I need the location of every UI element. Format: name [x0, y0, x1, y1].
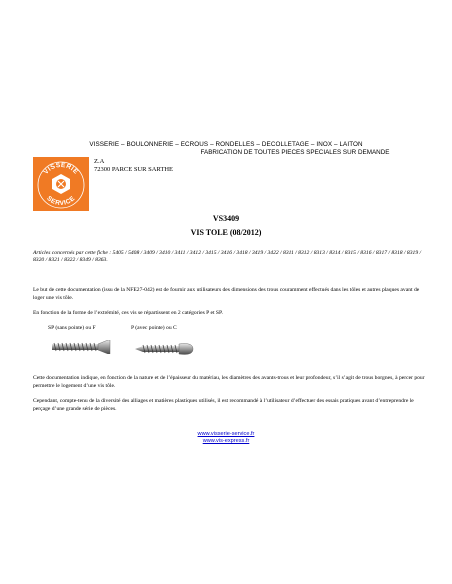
- paragraph-documentation: Cette documentation indique, en fonction de la nature et de l’épaisseur du matériau, les diamètres des avants-trous et leur profondeur, s’il s’agit de trous borgnes, à percer pour permettre le logement d’une vis tôle.: [33, 375, 425, 389]
- paragraph-recommendation: Cependant, compte-tenu de la diversité des alliages et matières plastiques utilisés, il est recommandé à l’utilisateur d’effectuer des essais pratiques avant d’entreprendre le perçage d’une grande série de pièces.: [33, 398, 414, 412]
- link-visserie-service[interactable]: www.visserie-service.fr: [197, 431, 255, 437]
- document-reference: VS3409: [212, 214, 240, 223]
- document-title: VIS TOLE (08/2012): [190, 228, 262, 237]
- header-line-1: VISSERIE – BOULONNERIE – ECROUS – RONDELLES – DECOLLETAGE – INOX – LAITON: [89, 141, 363, 148]
- address-line-2: 72300 PARCE SUR SARTHE: [94, 166, 174, 173]
- screw-sp-image: [50, 340, 112, 359]
- articles-list: Articles concernés par cette fiche : 5405 / 5408 / 3409 / 3410 / 3411 / 3412 / 3415 / 3416 / 3418 / 3419 / 3422 / 8311 / 8312 / 8313 / 8314 / 8315 / 8316 / 8317 / 8318 / 8319 / 8320 / 8321 / 8322 / 8349 / 8363.: [33, 250, 422, 263]
- svg-text:VISSERIE: [43, 162, 80, 176]
- paragraph-purpose: Le but de cette documentation (issu de la NFE27-042) est de fournir aux utilisateurs des dimensions des trous couramment effectués dans les tôles et autres plaques avant de loger une vis tôle.: [33, 287, 420, 301]
- label-p-category: P (avec pointe) ou C: [131, 325, 177, 331]
- company-address: [94, 158, 173, 174]
- logo-text-top: VISSERIE: [42, 161, 80, 176]
- label-sp-category: SP (sans pointe) ou F: [48, 325, 96, 331]
- header-line-2: FABRICATION DE TOUTES PIECES SPECIALES SUR DEMANDE: [200, 149, 390, 156]
- logo-graphic: [33, 157, 89, 211]
- link-vis-express[interactable]: www.vis-express.fr: [202, 438, 250, 444]
- address-line-1: Z.A: [94, 158, 105, 165]
- company-logo: [33, 157, 89, 211]
- logo-text-bottom: SERVICE: [45, 194, 77, 208]
- screw-p-image: [133, 340, 195, 363]
- paragraph-categories: En fonction de la forme de l’extrémité, ces vis se répartissent en 2 catégories P et SP.: [33, 310, 223, 316]
